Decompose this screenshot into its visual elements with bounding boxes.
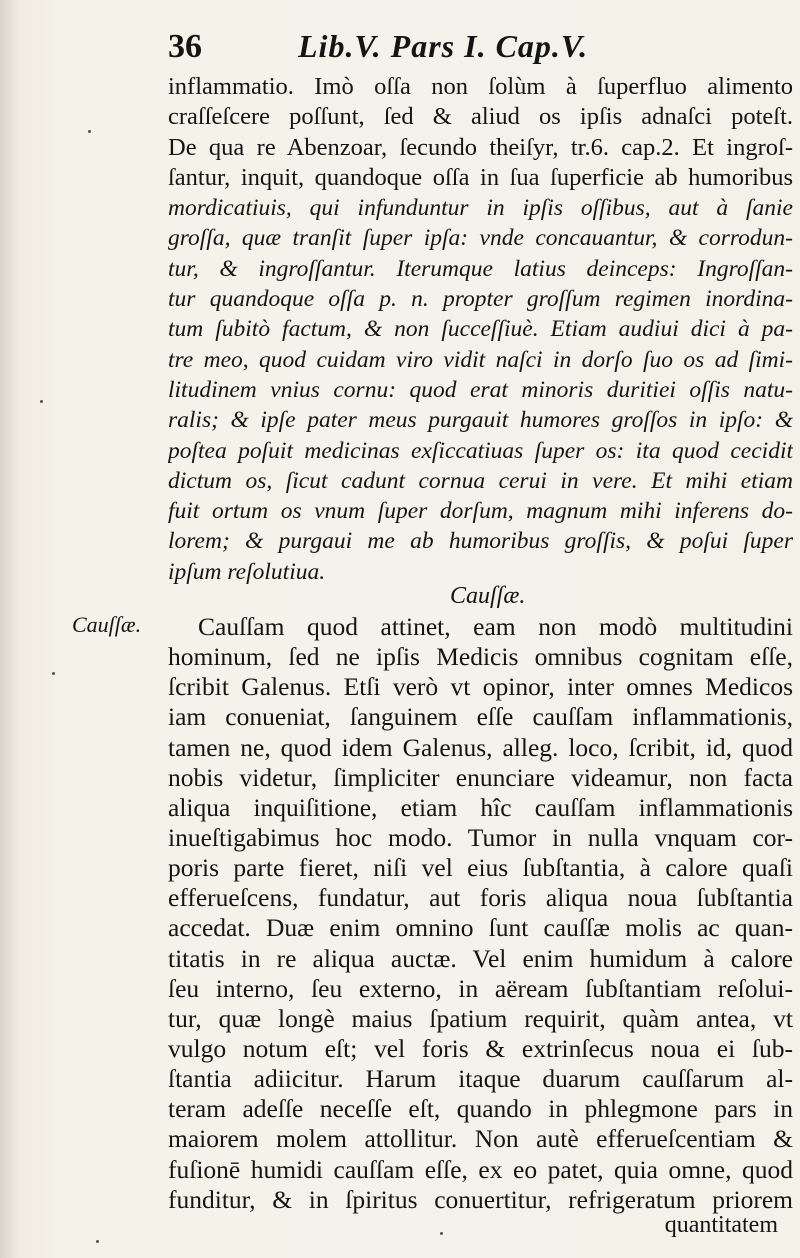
text-line: efferueſcens, fundatur, aut foris aliqua noua ſubſtantia bbox=[168, 883, 793, 913]
text-line: mordicatiuis, qui infunduntur in ipſis oſſibus, aut à ſanie bbox=[168, 195, 793, 222]
running-head: Lib.V. Pars I. Cap.V. bbox=[298, 28, 589, 64]
text-line: tamen ne, quod idem Galenus, alleg. loco, ſcribit, id, quod bbox=[168, 732, 793, 762]
ink-speck bbox=[88, 130, 91, 133]
text-line: nobis videtur, ſimpliciter enunciare videamur, non facta bbox=[168, 762, 793, 792]
text-line: ſcribit Galenus. Etſi verò vt opinor, inter omnes Medicos bbox=[168, 672, 793, 702]
text-line: litudinem vnius cornu: quod erat minoris duritiei oſſis natu- bbox=[168, 376, 793, 403]
text-line: tur, quæ longè maius ſpatium requirit, quàm antea, vt bbox=[168, 1003, 793, 1033]
text-line: accedat. Duæ enim omnino ſunt cauſſæ molis ac quan- bbox=[168, 913, 793, 943]
page-header bbox=[168, 28, 768, 72]
catchword: quantitatem bbox=[664, 1212, 778, 1238]
text-line: maiorem molem attollitur. Non autè efferueſcentiam & bbox=[168, 1124, 793, 1154]
text-line: titatis in re aliqua auctæ. Vel enim humidum à calore bbox=[168, 943, 793, 973]
text-line: tur quandoque oſſa p. n. propter groſſum regimen inordina- bbox=[168, 286, 793, 313]
ink-speck bbox=[40, 400, 43, 403]
text-line: ipſum reſolutiua. bbox=[168, 558, 326, 585]
text-line: fuit ortum os vnum ſuper dorſum, magnum mihi inferens do- bbox=[168, 498, 793, 525]
ink-speck bbox=[96, 1240, 99, 1243]
text-line: poſtea poſuit medicinas exſiccatiuas ſuper os: ita quod cecidit bbox=[168, 437, 793, 464]
text-line: hominum, ſed ne ipſis Medicis omnibus cognitam eſſe, bbox=[168, 642, 793, 672]
text-line: inflammatio. Imò oſſa non ſolùm à ſuperfluo alimento bbox=[168, 73, 793, 100]
margin-note: Cauſſæ. bbox=[72, 612, 142, 637]
ink-speck bbox=[440, 1232, 443, 1235]
text-line: funditur, & in ſpiritus conuertitur, refrigeratum priorem bbox=[168, 1184, 793, 1214]
text-line: dictum os, ſicut cadunt cornua cerui in vere. Et mihi etiam bbox=[168, 467, 793, 494]
ink-speck bbox=[52, 672, 55, 675]
text-line: aliqua inquiſitione, etiam hîc cauſſam inflammationis bbox=[168, 792, 793, 822]
text-line: Cauſſam quod attinet, eam non modò multitudini bbox=[198, 612, 793, 641]
text-line: tur, & ingroſſantur. Iterumque latius deinceps: Ingroſſan- bbox=[168, 255, 793, 282]
page-number: 36 bbox=[168, 28, 202, 65]
text-line: tum ſubitò factum, & non ſucceſſiuè. Etiam audiui dici à pa- bbox=[168, 316, 793, 343]
text-line: ſtantia adiicitur. Harum itaque duarum cauſſarum al- bbox=[168, 1064, 793, 1094]
text-block-top bbox=[168, 72, 793, 587]
text-line: vulgo notum eſt; vel foris & extrinſecus noua ei ſub- bbox=[168, 1033, 793, 1063]
text-line: De qua re Abenzoar, ſecundo theiſyr, tr.6. cap.2. Et ingroſ- bbox=[168, 133, 793, 161]
text-line: ſeu interno, ſeu externo, in aëream ſubſtantiam reſolui- bbox=[168, 973, 793, 1003]
text-line: groſſa, quæ tranſit ſuper ipſa: vnde concauantur, & corrodun- bbox=[168, 225, 793, 252]
text-line: poris parte fieret, niſi vel eius ſubſtantia, à calore quaſi bbox=[168, 853, 793, 883]
section-heading: Cauſſæ. bbox=[450, 583, 526, 609]
text-line: fuſionē humidi cauſſam eſſe, ex eo patet, quia omne, quod bbox=[168, 1154, 793, 1184]
text-block-causes bbox=[168, 612, 793, 1215]
text-line: teram adeſſe neceſſe eſt, quando in phlegmone pars in bbox=[168, 1094, 793, 1124]
text-line: inueſtigabimus hoc modo. Tumor in nulla vnquam cor- bbox=[168, 822, 793, 852]
text-line: ſantur, inquit, quandoque oſſa in ſua ſuperficie ab humoribus bbox=[168, 163, 793, 191]
text-line: lorem; & purgaui me ab humoribus groſſis, & poſui ſuper bbox=[168, 528, 793, 555]
text-line: tre meo, quod cuidam viro vidit naſci in dorſo ſuo os ad ſimi- bbox=[168, 346, 793, 373]
text-line: craſſeſcere poſſunt, ſed & aliud os ipſis adnaſci poteſt. bbox=[168, 103, 793, 131]
text-line: ralis; & ipſe pater meus purgauit humores groſſos in ipſo: & bbox=[168, 407, 793, 434]
text-line: iam conueniat, ſanguinem eſſe cauſſam inflammationis, bbox=[168, 702, 793, 732]
